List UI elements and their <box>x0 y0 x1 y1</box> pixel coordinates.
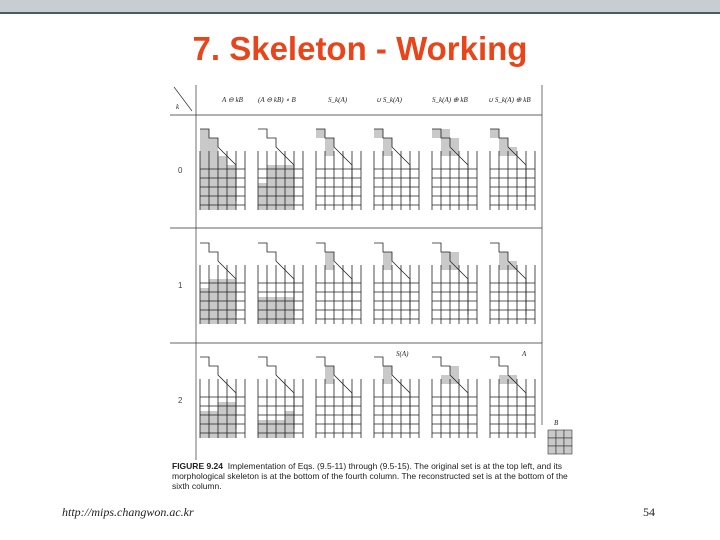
shaded-cell <box>276 174 285 183</box>
shaded-cell <box>200 315 209 324</box>
shaded-cell <box>285 165 294 174</box>
shaded-cell <box>285 429 294 438</box>
row-label-2: 2 <box>178 396 183 405</box>
shaded-cell <box>441 375 450 384</box>
shaded-cell <box>209 192 218 201</box>
shaded-cell <box>383 252 392 261</box>
shaded-cell <box>218 306 227 315</box>
shaded-cell <box>285 315 294 324</box>
shaded-cell <box>200 192 209 201</box>
figure-caption <box>172 461 576 491</box>
slide-title: 7. Skeleton - Working <box>192 30 528 67</box>
structuring-annotation: B <box>554 419 559 427</box>
shaded-cell <box>218 315 227 324</box>
shaded-cell <box>227 174 236 183</box>
row-label-0: 0 <box>178 166 183 175</box>
shaded-cell <box>441 252 450 261</box>
header-k-label: k <box>176 103 180 111</box>
shaded-cell <box>325 375 334 384</box>
shaded-cell <box>285 306 294 315</box>
shaded-cell <box>450 252 459 261</box>
se-cell <box>548 446 556 454</box>
shaded-cell <box>200 306 209 315</box>
shaded-cell <box>200 420 209 429</box>
footer-url: http://mips.changwon.ac.kr <box>62 505 194 519</box>
shaded-cell <box>325 138 334 147</box>
shaded-cell <box>374 129 383 138</box>
shaded-cell <box>325 252 334 261</box>
shaded-cell <box>209 174 218 183</box>
shaded-cell <box>258 297 267 306</box>
shaded-cell <box>209 201 218 210</box>
shaded-cell <box>499 375 508 384</box>
shaded-cell <box>490 129 499 138</box>
shaded-cell <box>441 138 450 147</box>
shaded-cell <box>285 411 294 420</box>
shaded-cell <box>227 420 236 429</box>
figure-canvas <box>170 85 580 460</box>
shaded-cell <box>499 138 508 147</box>
shaded-cell <box>276 192 285 201</box>
shaded-cell <box>200 174 209 183</box>
shaded-cell <box>276 183 285 192</box>
shaded-cell <box>227 297 236 306</box>
shaded-cell <box>227 201 236 210</box>
shaded-cell <box>258 315 267 324</box>
shaded-cell <box>227 279 236 288</box>
se-cell <box>556 430 564 438</box>
shaded-cell <box>258 306 267 315</box>
row-label-1: 1 <box>178 281 183 290</box>
shaded-cell <box>227 192 236 201</box>
se-cell <box>548 430 556 438</box>
shaded-cell <box>258 183 267 192</box>
shaded-cell <box>209 288 218 297</box>
col-header-2: (A ⊖ kB) ∘ B <box>258 96 296 104</box>
shaded-cell <box>285 297 294 306</box>
shaded-cell <box>258 192 267 201</box>
shaded-cell <box>276 297 285 306</box>
shaded-cell <box>218 411 227 420</box>
se-cell <box>564 430 572 438</box>
shaded-cell <box>227 402 236 411</box>
shaded-cell <box>276 420 285 429</box>
shaded-cell <box>227 306 236 315</box>
shaded-cell <box>227 411 236 420</box>
shaded-cell <box>209 183 218 192</box>
shaded-cell <box>227 165 236 174</box>
col-header-1: A ⊖ kB <box>222 96 243 104</box>
shaded-cell <box>209 138 218 147</box>
shaded-cell <box>200 156 209 165</box>
shaded-cell <box>200 288 209 297</box>
shaded-cell <box>200 138 209 147</box>
shaded-cell <box>209 279 218 288</box>
shaded-cell <box>218 288 227 297</box>
shaded-cell <box>209 306 218 315</box>
se-cell <box>548 438 556 446</box>
page-number: 54 <box>643 505 655 519</box>
shaded-cell <box>325 366 334 375</box>
shaded-cell <box>209 429 218 438</box>
shaded-cell <box>218 279 227 288</box>
shaded-cell <box>285 420 294 429</box>
shaded-cell <box>218 297 227 306</box>
shaded-cell <box>258 201 267 210</box>
shaded-cell <box>285 174 294 183</box>
se-cell <box>556 438 564 446</box>
shaded-cell <box>267 201 276 210</box>
top-rule <box>0 12 720 14</box>
col-header-4: ∪ S_k(A) <box>376 96 402 104</box>
shaded-cell <box>499 147 508 156</box>
se-cell <box>556 446 564 454</box>
shaded-cell <box>276 165 285 174</box>
se-cell <box>564 438 572 446</box>
shaded-cell <box>450 138 459 147</box>
shaded-cell <box>258 429 267 438</box>
shaded-cell <box>383 261 392 270</box>
shaded-cell <box>209 411 218 420</box>
shaded-cell <box>267 429 276 438</box>
shaded-cell <box>200 297 209 306</box>
shaded-cell <box>218 183 227 192</box>
col-header-3: S_k(A) <box>328 96 348 104</box>
shaded-cell <box>276 306 285 315</box>
shaded-cell <box>200 147 209 156</box>
shaded-cell <box>276 201 285 210</box>
shaded-cell <box>441 261 450 270</box>
shaded-cell <box>209 165 218 174</box>
shaded-cell <box>209 420 218 429</box>
shaded-cell <box>285 201 294 210</box>
shaded-cell <box>499 252 508 261</box>
shaded-cell <box>218 165 227 174</box>
shaded-cell <box>200 129 209 138</box>
shaded-cell <box>499 261 508 270</box>
shaded-cell <box>450 366 459 375</box>
shaded-cell <box>218 402 227 411</box>
shaded-cell <box>267 165 276 174</box>
shaded-cell <box>432 129 441 138</box>
shaded-cell <box>218 420 227 429</box>
shaded-cell <box>258 420 267 429</box>
shaded-cell <box>218 429 227 438</box>
shaded-cell <box>276 315 285 324</box>
skeleton-figure <box>170 85 580 495</box>
col-header-5: S_k(A) ⊕ kB <box>432 96 468 104</box>
shaded-cell <box>209 315 218 324</box>
shaded-cell <box>200 165 209 174</box>
shaded-cell <box>227 429 236 438</box>
shaded-cell <box>325 147 334 156</box>
shaded-cell <box>227 288 236 297</box>
reconstructed-annotation: A <box>522 350 527 358</box>
caption-text: Implementation of Eqs. (9.5-11) through (9.5-15). The original set is at the top left, and its morphological skeleton is at the bottom of the fourth column. The reconstructed set is at the bottom of the sixth column. <box>172 461 568 491</box>
shaded-cell <box>200 429 209 438</box>
shaded-cell <box>218 192 227 201</box>
shaded-cell <box>383 366 392 375</box>
shaded-cell <box>316 129 325 138</box>
shaded-cell <box>267 306 276 315</box>
se-cell <box>564 446 572 454</box>
shaded-cell <box>441 129 450 138</box>
shaded-cell <box>209 297 218 306</box>
shaded-cell <box>383 138 392 147</box>
shaded-cell <box>267 183 276 192</box>
shaded-cell <box>218 156 227 165</box>
col-header-6: ∪ S_k(A) ⊕ kB <box>488 96 531 104</box>
shaded-cell <box>227 315 236 324</box>
shaded-cell <box>267 192 276 201</box>
skeleton-annotation: S(A) <box>396 350 409 358</box>
shaded-cell <box>218 201 227 210</box>
structuring-element-grid <box>548 430 572 454</box>
shaded-cell <box>218 174 227 183</box>
shaded-cell <box>441 147 450 156</box>
shaded-cell <box>325 261 334 270</box>
shaded-cell <box>383 375 392 384</box>
shaded-cell <box>267 420 276 429</box>
shaded-cell <box>267 315 276 324</box>
caption-label: FIGURE 9.24 <box>172 461 224 471</box>
shaded-cell <box>285 183 294 192</box>
shaded-cell <box>209 147 218 156</box>
shaded-cell <box>285 192 294 201</box>
shaded-cell <box>200 201 209 210</box>
shaded-cell <box>200 183 209 192</box>
shaded-cell <box>209 156 218 165</box>
shaded-cell <box>200 411 209 420</box>
shaded-cell <box>383 147 392 156</box>
shaded-cell <box>227 183 236 192</box>
shaded-cell <box>276 429 285 438</box>
shaded-cell <box>267 297 276 306</box>
shaded-cell <box>267 174 276 183</box>
